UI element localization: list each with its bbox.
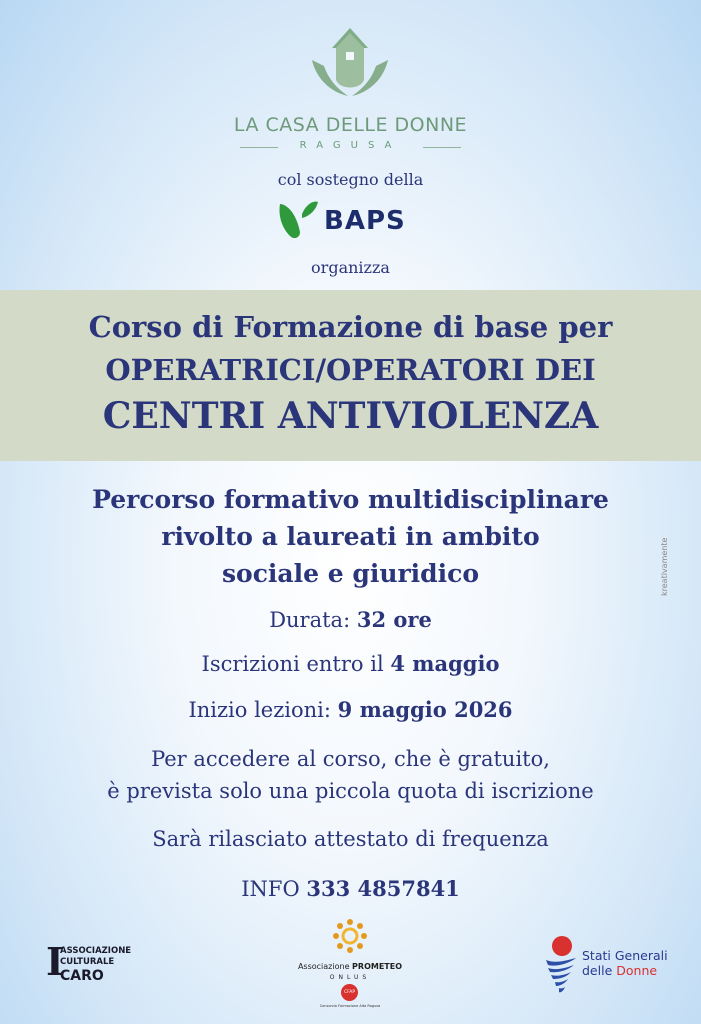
cfap-subtitle: Consorzio Formazione Alta Ragusa — [319, 1004, 381, 1008]
enrollment-deadline — [0, 651, 701, 676]
org-city — [240, 140, 461, 151]
prometeo-logo — [280, 918, 420, 1018]
support-text: col sostegno della — [277, 170, 424, 189]
course-title-line2: OPERATRICI/OPERATORI DEI — [105, 353, 596, 387]
prometeo-prefix: Associazione — [297, 962, 350, 971]
icaro-subtitle — [60, 946, 131, 968]
description-line3: sociale e giuridico — [221, 559, 480, 588]
icaro-logo — [46, 939, 166, 986]
contact-info — [0, 876, 701, 901]
certificate-text: Sarà rilasciato attestato di frequenza — [152, 827, 549, 851]
designer-credit: kreativamente — [660, 537, 669, 596]
sponsor-name: BAPS — [324, 206, 406, 236]
stati-line2-accent: Donne — [616, 963, 658, 978]
cfap-badge: CFAP — [341, 984, 358, 1001]
course-title-line1: Corso di Formazione di base per — [88, 310, 613, 344]
stati-generali-name — [582, 948, 668, 978]
start-value: 9 maggio 2026 — [337, 697, 513, 722]
divider — [240, 147, 278, 148]
stati-line2 — [582, 963, 668, 978]
enrollment-value: 4 maggio — [390, 651, 500, 676]
stati-line2-prefix: delle — [582, 963, 613, 978]
org-city-text: RAGUSA — [299, 140, 402, 151]
course-title-line3: CENTRI ANTIVIOLENZA — [102, 395, 599, 437]
icaro-initial: I — [46, 939, 64, 984]
duration-value: 32 ore — [356, 607, 432, 632]
info-label: INFO — [241, 877, 300, 901]
duration — [0, 607, 701, 632]
course-description — [0, 481, 701, 592]
description-line1: Percorso formativo multidisciplinare — [92, 485, 609, 514]
icaro-line2: CULTURALE — [60, 957, 115, 967]
info-phone: 333 4857841 — [306, 876, 460, 901]
stati-generali-logo — [542, 932, 672, 1002]
duration-label: Durata: — [269, 608, 351, 632]
organizes-text: organizza — [311, 258, 390, 277]
description-line2: rivolto a laureati in ambito — [161, 522, 540, 551]
baps-leaf-icon — [276, 198, 320, 242]
start-date — [0, 697, 701, 722]
icaro-name: CARO — [60, 968, 104, 984]
prometeo-name-bold: PROMETEO — [352, 962, 403, 971]
stati-generali-swirl-icon — [542, 934, 580, 996]
prometeo-name — [280, 962, 420, 971]
prometeo-onlus: ONLUS — [329, 974, 371, 981]
divider — [423, 147, 461, 148]
enrollment-label: Iscrizioni entro il — [201, 652, 384, 676]
access-line1: Per accedere al corso, che è gratuito, — [151, 747, 550, 771]
org-title: LA CASA DELLE DONNE — [233, 114, 468, 136]
stati-line1: Stati Generali — [582, 948, 668, 963]
house-hands-logo-icon — [302, 26, 398, 102]
baps-logo — [276, 196, 426, 246]
icaro-line1: ASSOCIAZIONE — [60, 946, 132, 956]
access-info — [0, 743, 701, 807]
start-label: Inizio lezioni: — [188, 698, 331, 722]
prometeo-sun-icon — [332, 918, 368, 954]
access-line2: è prevista solo una piccola quota di iscrizione — [107, 779, 594, 803]
